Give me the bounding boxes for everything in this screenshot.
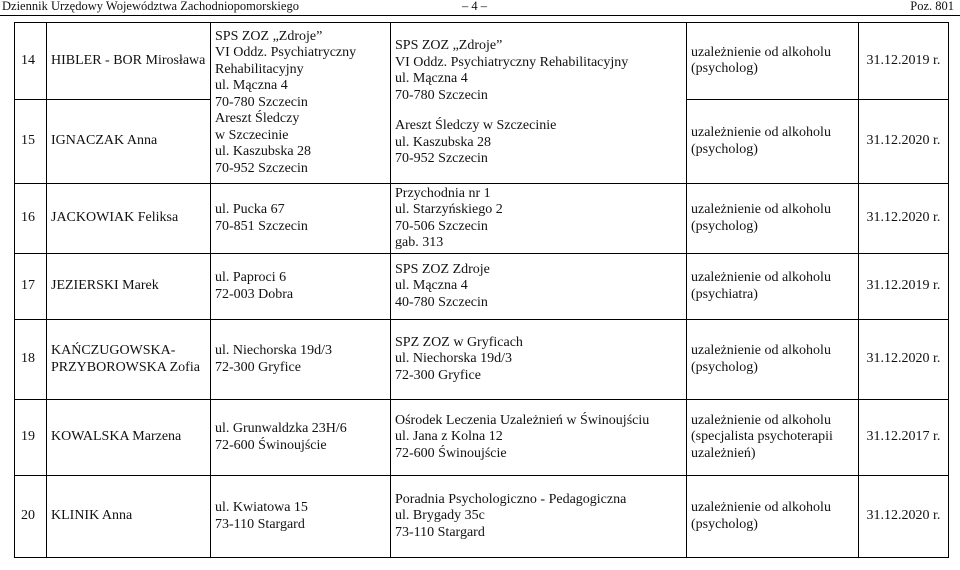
row-number: 15	[15, 100, 47, 184]
expiry-date: 31.12.2019 r.	[859, 23, 949, 100]
text-line: VI Oddz. Psychiatryczny Rehabilitacyjny	[395, 54, 629, 70]
page-number: – 4 –	[462, 0, 487, 13]
text-line: Poradnia Psychologiczno - Pedagogiczna	[395, 491, 627, 507]
row-number: 18	[15, 320, 47, 400]
text-line: 72-003 Dobra	[215, 286, 294, 302]
text-line: 73-110 Stargard	[215, 516, 305, 532]
specialization	[687, 184, 859, 254]
text-line: ul. Niechorska 19d/3	[395, 351, 513, 367]
text-line: ul. Kaszubska 28	[215, 144, 312, 160]
workplace-cell	[391, 184, 687, 254]
specialization	[687, 23, 859, 100]
row-number: 16	[15, 184, 47, 254]
expiry-date: 31.12.2020 r.	[859, 184, 949, 254]
text-line: VI Oddz. Psychiatryczny	[215, 45, 357, 61]
text-line: (psychiatra)	[691, 286, 758, 302]
table-row	[15, 476, 949, 558]
workplace-cell	[391, 254, 687, 320]
text-line: ul. Mączna 4	[395, 278, 468, 294]
text-line: ul. Jana z Kolna 12	[395, 429, 503, 445]
text-line: uzależnień)	[691, 445, 756, 461]
text-line: ul. Niechorska 19d/3	[215, 343, 333, 358]
text-line: Areszt Śledczy	[215, 111, 300, 127]
address-cell	[211, 254, 391, 320]
text-line: 70-952 Szczecin	[215, 160, 308, 176]
text-line: KLINIK Anna	[51, 508, 133, 524]
text-line: JEZIERSKI Marek	[51, 278, 159, 294]
person-name	[47, 23, 211, 100]
text-line: ul. Mączna 4	[395, 71, 468, 87]
specialization	[687, 400, 859, 476]
workplace-cell	[391, 23, 687, 184]
person-name	[47, 254, 211, 320]
text-line: (psycholog)	[691, 61, 758, 76]
text-line: (psycholog)	[691, 359, 758, 375]
table-row	[15, 400, 949, 476]
expiry-date: 31.12.2019 r.	[859, 254, 949, 320]
text-line: SPS ZOZ „Zdroje”	[395, 38, 503, 54]
workplace-cell	[391, 320, 687, 400]
text-line: 70-851 Szczecin	[215, 218, 308, 234]
text-line: 70-780 Szczecin	[215, 94, 308, 110]
specialization	[687, 100, 859, 184]
row-number: 14	[15, 23, 47, 100]
text-line: ul. Kaszubska 28	[395, 134, 492, 150]
text-line: w Szczecinie	[215, 127, 289, 143]
expiry-date: 31.12.2017 r.	[859, 400, 949, 476]
text-line: Rehabilitacyjny	[215, 61, 304, 77]
text-line: ul. Mączna 4	[215, 78, 288, 94]
address-cell	[211, 400, 391, 476]
person-name	[47, 100, 211, 184]
text-line: ul. Pucka 67	[215, 202, 285, 217]
text-line: 73-110 Stargard	[395, 524, 485, 540]
person-name	[47, 184, 211, 254]
workplace-cell	[391, 400, 687, 476]
text-line: 70-506 Szczecin	[395, 218, 488, 234]
table-row	[15, 23, 949, 100]
text-line: uzależnienie od alkoholu	[691, 343, 831, 358]
text-line: SPS ZOZ Zdroje	[395, 261, 490, 277]
page-header	[0, 0, 960, 13]
text-line: gab. 313	[395, 235, 444, 250]
text-line: uzależnienie od alkoholu	[691, 202, 831, 217]
journal-title: Dziennik Urzędowy Województwa Zachodniopomorskiego	[2, 0, 299, 13]
text-line: (psycholog)	[691, 218, 758, 234]
text-line: (psycholog)	[691, 141, 758, 157]
row-number: 19	[15, 400, 47, 476]
text-line: (specjalista psychoterapii	[691, 429, 833, 445]
address-cell	[211, 184, 391, 254]
text-line: 72-300 Gryfice	[395, 367, 481, 383]
text-line: uzależnienie od alkoholu	[691, 125, 831, 140]
text-line: KAŃCZUGOWSKA-	[51, 343, 176, 358]
text-line: 72-300 Gryfice	[215, 359, 301, 375]
text-line: IGNACZAK Anna	[51, 133, 158, 149]
text-line: HIBLER - BOR Mirosława	[51, 52, 206, 68]
text-line: Ośrodek Leczenia Uzależnień w Świnoujściu	[395, 412, 650, 428]
text-line: 72-600 Świnoujście	[395, 445, 507, 461]
table-row	[15, 320, 949, 400]
table-row	[15, 254, 949, 320]
text-line: ul. Grunwaldzka 23H/6	[215, 421, 347, 436]
text-line: Przychodnia nr 1	[395, 185, 491, 201]
header-rule	[0, 15, 960, 16]
person-name	[47, 400, 211, 476]
text-line: Areszt Śledczy w Szczecinie	[395, 118, 557, 134]
text-line: ul. Brygady 35c	[395, 508, 485, 524]
position-number: Poz. 801	[910, 0, 954, 13]
address-cell	[211, 320, 391, 400]
text-line: KOWALSKA Marzena	[51, 429, 182, 445]
text-line: SPS ZOZ „Zdroje”	[215, 28, 323, 44]
specialization	[687, 320, 859, 400]
text-line: ul. Kwiatowa 15	[215, 500, 308, 515]
text-line: (psycholog)	[691, 516, 758, 532]
text-line: JACKOWIAK Feliksa	[51, 210, 179, 226]
row-number: 17	[15, 254, 47, 320]
text-line: uzależnienie od alkoholu	[691, 500, 831, 515]
specialization	[687, 254, 859, 320]
text-line: SPZ ZOZ w Gryficach	[395, 334, 523, 350]
expiry-date: 31.12.2020 r.	[859, 476, 949, 558]
text-line: ul. Starzyńskiego 2	[395, 202, 503, 217]
text-line: 70-952 Szczecin	[395, 151, 488, 167]
expiry-date: 31.12.2020 r.	[859, 100, 949, 184]
text-line: uzależnienie od alkoholu	[691, 44, 831, 60]
person-name	[47, 476, 211, 558]
text-line: 72-600 Świnoujście	[215, 437, 327, 453]
text-line: uzależnienie od alkoholu	[691, 412, 831, 428]
text-line: 40-780 Szczecin	[395, 294, 488, 310]
registry-table	[14, 22, 949, 558]
text-line: PRZYBOROWSKA Zofia	[51, 359, 200, 375]
table-row	[15, 184, 949, 254]
workplace-cell	[391, 476, 687, 558]
row-number: 20	[15, 476, 47, 558]
text-line: ul. Paproci 6	[215, 270, 287, 285]
address-cell	[211, 476, 391, 558]
text-line: 70-780 Szczecin	[395, 87, 488, 103]
address-cell	[211, 23, 391, 184]
specialization	[687, 476, 859, 558]
text-line: uzależnienie od alkoholu	[691, 270, 831, 285]
person-name	[47, 320, 211, 400]
expiry-date: 31.12.2020 r.	[859, 320, 949, 400]
